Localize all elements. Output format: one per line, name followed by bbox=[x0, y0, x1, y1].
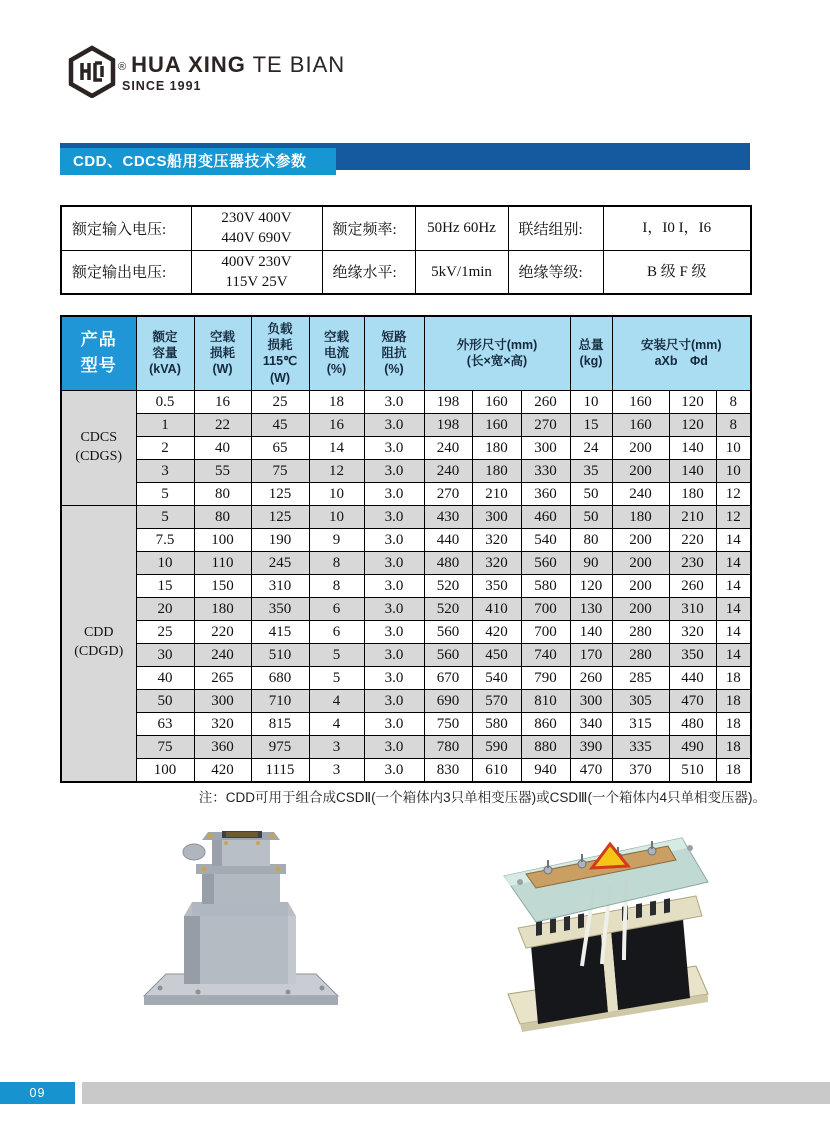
column-header: 短路 阻抗 (%) bbox=[364, 316, 424, 390]
spec-value: 50Hz 60Hz bbox=[415, 206, 508, 250]
data-cell: 320 bbox=[669, 620, 716, 643]
data-cell: 940 bbox=[521, 758, 570, 782]
data-cell: 10 bbox=[136, 551, 194, 574]
data-cell: 780 bbox=[424, 735, 472, 758]
data-cell: 540 bbox=[472, 666, 521, 689]
data-cell: 90 bbox=[570, 551, 612, 574]
data-cell: 140 bbox=[669, 459, 716, 482]
data-cell: 3.0 bbox=[364, 712, 424, 735]
data-cell: 35 bbox=[570, 459, 612, 482]
data-cell: 130 bbox=[570, 597, 612, 620]
data-cell: 12 bbox=[716, 505, 751, 528]
data-cell: 210 bbox=[669, 505, 716, 528]
data-cell: 3.0 bbox=[364, 758, 424, 782]
data-cell: 80 bbox=[194, 505, 251, 528]
data-cell: 15 bbox=[136, 574, 194, 597]
data-cell: 3 bbox=[136, 459, 194, 482]
table-row bbox=[61, 620, 751, 643]
data-cell: 22 bbox=[194, 413, 251, 436]
logo-text bbox=[118, 44, 346, 93]
data-cell: 860 bbox=[521, 712, 570, 735]
data-cell: 670 bbox=[424, 666, 472, 689]
data-cell: 9 bbox=[309, 528, 364, 551]
column-header: 空载 电流 (%) bbox=[309, 316, 364, 390]
product-photo-cdd bbox=[490, 816, 718, 1036]
data-cell: 880 bbox=[521, 735, 570, 758]
data-cell: 750 bbox=[424, 712, 472, 735]
data-cell: 480 bbox=[669, 712, 716, 735]
data-cell: 1115 bbox=[251, 758, 309, 782]
data-cell: 1 bbox=[136, 413, 194, 436]
data-cell: 80 bbox=[194, 482, 251, 505]
data-cell: 140 bbox=[570, 620, 612, 643]
section-title: CDD、CDCS船用变压器技术参数 bbox=[60, 148, 336, 175]
spec-value-line: 230V 400V bbox=[221, 210, 292, 226]
data-cell: 815 bbox=[251, 712, 309, 735]
data-cell: 470 bbox=[570, 758, 612, 782]
data-cell: 740 bbox=[521, 643, 570, 666]
footnote: 注：CDD可用于组合成CSDⅡ(一个箱体内3只单相变压器)或CSDⅢ(一个箱体内4只单相变压器)。 bbox=[198, 790, 766, 805]
data-cell: 790 bbox=[521, 666, 570, 689]
data-cell: 18 bbox=[716, 712, 751, 735]
data-cell: 180 bbox=[669, 482, 716, 505]
section-title-bar bbox=[60, 143, 750, 170]
data-cell: 160 bbox=[612, 390, 669, 413]
data-cell: 3.0 bbox=[364, 597, 424, 620]
data-cell: 75 bbox=[136, 735, 194, 758]
data-cell: 0.5 bbox=[136, 390, 194, 413]
data-cell: 18 bbox=[309, 390, 364, 413]
data-cell: 14 bbox=[309, 436, 364, 459]
table-row bbox=[61, 735, 751, 758]
data-cell: 120 bbox=[570, 574, 612, 597]
data-cell: 680 bbox=[251, 666, 309, 689]
data-cell: 200 bbox=[612, 597, 669, 620]
data-cell: 560 bbox=[521, 551, 570, 574]
data-cell: 440 bbox=[424, 528, 472, 551]
data-cell: 50 bbox=[570, 482, 612, 505]
data-cell: 170 bbox=[570, 643, 612, 666]
product-photo-cdcs bbox=[138, 826, 343, 1018]
spec-row bbox=[61, 206, 751, 250]
data-cell: 140 bbox=[669, 436, 716, 459]
data-cell: 3.0 bbox=[364, 735, 424, 758]
data-cell: 180 bbox=[194, 597, 251, 620]
data-cell: 198 bbox=[424, 413, 472, 436]
data-cell: 270 bbox=[424, 482, 472, 505]
data-cell: 180 bbox=[472, 459, 521, 482]
spec-label: 额定频率: bbox=[322, 206, 415, 250]
data-cell: 10 bbox=[309, 505, 364, 528]
data-cell: 810 bbox=[521, 689, 570, 712]
data-cell: 8 bbox=[716, 390, 751, 413]
data-cell: 245 bbox=[251, 551, 309, 574]
data-cell: 5 bbox=[136, 505, 194, 528]
data-cell: 330 bbox=[521, 459, 570, 482]
data-cell: 3.0 bbox=[364, 436, 424, 459]
data-cell: 700 bbox=[521, 620, 570, 643]
table-row bbox=[61, 643, 751, 666]
data-cell: 10 bbox=[309, 482, 364, 505]
spec-row bbox=[61, 250, 751, 294]
spec-value: I，I0 I，I6 bbox=[603, 206, 751, 250]
data-cell: 415 bbox=[251, 620, 309, 643]
data-cell: 3.0 bbox=[364, 551, 424, 574]
table-row bbox=[61, 689, 751, 712]
spec-label: 额定输入电压: bbox=[61, 206, 191, 250]
spec-label: 额定输出电压: bbox=[61, 250, 191, 294]
data-cell: 5 bbox=[136, 482, 194, 505]
data-cell: 125 bbox=[251, 505, 309, 528]
data-cell: 65 bbox=[251, 436, 309, 459]
brand-since: SINCE 1991 bbox=[122, 79, 202, 93]
data-cell: 200 bbox=[612, 528, 669, 551]
data-cell: 480 bbox=[424, 551, 472, 574]
spec-value-line: 115V 25V bbox=[225, 273, 288, 290]
data-cell: 45 bbox=[251, 413, 309, 436]
data-cell: 24 bbox=[570, 436, 612, 459]
spec-value: B 级 F 级 bbox=[603, 250, 751, 294]
data-cell: 3.0 bbox=[364, 643, 424, 666]
data-cell: 40 bbox=[136, 666, 194, 689]
data-cell: 560 bbox=[424, 620, 472, 643]
data-cell: 18 bbox=[716, 758, 751, 782]
data-cell: 8 bbox=[716, 413, 751, 436]
data-cell: 200 bbox=[612, 459, 669, 482]
data-cell: 580 bbox=[521, 574, 570, 597]
data-cell: 320 bbox=[472, 551, 521, 574]
data-cell: 360 bbox=[194, 735, 251, 758]
footer-rule bbox=[82, 1082, 830, 1104]
data-cell: 14 bbox=[716, 620, 751, 643]
data-cell: 590 bbox=[472, 735, 521, 758]
data-cell: 240 bbox=[424, 459, 472, 482]
table-row bbox=[61, 597, 751, 620]
data-cell: 220 bbox=[669, 528, 716, 551]
data-cell: 520 bbox=[424, 574, 472, 597]
data-cell: 3.0 bbox=[364, 689, 424, 712]
data-cell: 14 bbox=[716, 574, 751, 597]
table-row bbox=[61, 505, 751, 528]
data-cell: 430 bbox=[424, 505, 472, 528]
data-cell: 20 bbox=[136, 597, 194, 620]
product-model-header: 产品 型号 bbox=[61, 316, 136, 390]
table-row bbox=[61, 459, 751, 482]
data-cell: 16 bbox=[194, 390, 251, 413]
data-cell: 270 bbox=[521, 413, 570, 436]
spec-value bbox=[191, 206, 322, 250]
data-cell: 4 bbox=[309, 689, 364, 712]
data-cell: 10 bbox=[716, 436, 751, 459]
data-cell: 55 bbox=[194, 459, 251, 482]
data-cell: 410 bbox=[472, 597, 521, 620]
data-cell: 240 bbox=[194, 643, 251, 666]
data-cell: 300 bbox=[194, 689, 251, 712]
data-cell: 350 bbox=[669, 643, 716, 666]
data-cell: 3.0 bbox=[364, 574, 424, 597]
table-row bbox=[61, 712, 751, 735]
data-cell: 320 bbox=[472, 528, 521, 551]
data-cell: 260 bbox=[521, 390, 570, 413]
spec-value bbox=[191, 250, 322, 294]
data-cell: 520 bbox=[424, 597, 472, 620]
data-cell: 570 bbox=[472, 689, 521, 712]
data-cell: 8 bbox=[309, 551, 364, 574]
data-cell: 180 bbox=[612, 505, 669, 528]
data-cell: 7.5 bbox=[136, 528, 194, 551]
data-cell: 200 bbox=[612, 436, 669, 459]
spec-value-line: 400V 230V bbox=[221, 253, 292, 270]
data-cell: 230 bbox=[669, 551, 716, 574]
data-cell: 40 bbox=[194, 436, 251, 459]
spec-summary bbox=[60, 205, 752, 295]
data-cell: 180 bbox=[472, 436, 521, 459]
data-cell: 390 bbox=[570, 735, 612, 758]
data-cell: 110 bbox=[194, 551, 251, 574]
data-cell: 50 bbox=[570, 505, 612, 528]
data-cell: 360 bbox=[521, 482, 570, 505]
data-cell: 6 bbox=[309, 597, 364, 620]
data-cell: 830 bbox=[424, 758, 472, 782]
data-cell: 350 bbox=[251, 597, 309, 620]
data-cell: 260 bbox=[669, 574, 716, 597]
column-header: 空载 损耗 (W) bbox=[194, 316, 251, 390]
data-cell: 120 bbox=[669, 390, 716, 413]
logo-hexagon-icon bbox=[68, 44, 116, 98]
data-cell: 200 bbox=[612, 551, 669, 574]
table-row bbox=[61, 390, 751, 413]
data-cell: 25 bbox=[251, 390, 309, 413]
spec-value-line: 440V 690V bbox=[221, 230, 292, 247]
spec-table bbox=[60, 205, 752, 295]
data-cell: 490 bbox=[669, 735, 716, 758]
data-cell: 580 bbox=[472, 712, 521, 735]
data-cell: 14 bbox=[716, 551, 751, 574]
data-cell: 50 bbox=[136, 689, 194, 712]
data-cell: 125 bbox=[251, 482, 309, 505]
data-cell: 315 bbox=[612, 712, 669, 735]
data-cell: 320 bbox=[194, 712, 251, 735]
data-cell: 350 bbox=[472, 574, 521, 597]
data-cell: 160 bbox=[472, 390, 521, 413]
data-cell: 700 bbox=[521, 597, 570, 620]
data-cell: 3.0 bbox=[364, 482, 424, 505]
data-cell: 240 bbox=[612, 482, 669, 505]
data-cell: 10 bbox=[570, 390, 612, 413]
data-cell: 8 bbox=[309, 574, 364, 597]
column-header: 安装尺寸(mm) aXb Φd bbox=[612, 316, 751, 390]
parameters-section bbox=[60, 315, 752, 783]
data-cell: 3.0 bbox=[364, 459, 424, 482]
data-cell: 305 bbox=[612, 689, 669, 712]
data-cell: 280 bbox=[612, 643, 669, 666]
data-cell: 3.0 bbox=[364, 620, 424, 643]
table-row bbox=[61, 528, 751, 551]
data-cell: 285 bbox=[612, 666, 669, 689]
data-cell: 14 bbox=[716, 643, 751, 666]
data-cell: 335 bbox=[612, 735, 669, 758]
data-cell: 470 bbox=[669, 689, 716, 712]
data-cell: 198 bbox=[424, 390, 472, 413]
data-cell: 510 bbox=[251, 643, 309, 666]
data-cell: 340 bbox=[570, 712, 612, 735]
data-cell: 240 bbox=[424, 436, 472, 459]
page-number: 09 bbox=[0, 1082, 75, 1104]
data-cell: 300 bbox=[472, 505, 521, 528]
data-cell: 80 bbox=[570, 528, 612, 551]
data-cell: 18 bbox=[716, 689, 751, 712]
data-cell: 190 bbox=[251, 528, 309, 551]
model-cell: CDD (CDGD) bbox=[61, 505, 136, 782]
data-cell: 540 bbox=[521, 528, 570, 551]
data-cell: 440 bbox=[669, 666, 716, 689]
data-cell: 710 bbox=[251, 689, 309, 712]
data-cell: 310 bbox=[251, 574, 309, 597]
data-cell: 370 bbox=[612, 758, 669, 782]
spec-label: 绝缘等级: bbox=[508, 250, 603, 294]
data-cell: 16 bbox=[309, 413, 364, 436]
data-cell: 260 bbox=[570, 666, 612, 689]
data-cell: 15 bbox=[570, 413, 612, 436]
data-cell: 300 bbox=[521, 436, 570, 459]
main-table-body bbox=[61, 390, 751, 782]
data-cell: 18 bbox=[716, 735, 751, 758]
data-cell: 3.0 bbox=[364, 528, 424, 551]
table-row bbox=[61, 482, 751, 505]
data-cell: 14 bbox=[716, 528, 751, 551]
table-row bbox=[61, 413, 751, 436]
data-cell: 5 bbox=[309, 666, 364, 689]
data-cell: 75 bbox=[251, 459, 309, 482]
data-cell: 220 bbox=[194, 620, 251, 643]
column-header: 负载 损耗 115℃ (W) bbox=[251, 316, 309, 390]
data-cell: 460 bbox=[521, 505, 570, 528]
data-cell: 510 bbox=[669, 758, 716, 782]
data-cell: 150 bbox=[194, 574, 251, 597]
data-cell: 12 bbox=[309, 459, 364, 482]
data-cell: 450 bbox=[472, 643, 521, 666]
main-table bbox=[60, 315, 752, 783]
table-row bbox=[61, 758, 751, 782]
data-cell: 200 bbox=[612, 574, 669, 597]
data-cell: 560 bbox=[424, 643, 472, 666]
data-cell: 280 bbox=[612, 620, 669, 643]
data-cell: 100 bbox=[194, 528, 251, 551]
data-cell: 690 bbox=[424, 689, 472, 712]
data-cell: 420 bbox=[194, 758, 251, 782]
main-table-header bbox=[61, 316, 751, 390]
model-cell: CDCS (CDGS) bbox=[61, 390, 136, 505]
data-cell: 300 bbox=[570, 689, 612, 712]
data-cell: 3.0 bbox=[364, 390, 424, 413]
column-header: 外形尺寸(mm) (长×宽×高) bbox=[424, 316, 570, 390]
spec-label: 绝缘水平: bbox=[322, 250, 415, 294]
data-cell: 3 bbox=[309, 758, 364, 782]
data-cell: 975 bbox=[251, 735, 309, 758]
data-cell: 160 bbox=[612, 413, 669, 436]
column-header: 额定 容量 (kVA) bbox=[136, 316, 194, 390]
data-cell: 4 bbox=[309, 712, 364, 735]
data-cell: 63 bbox=[136, 712, 194, 735]
data-cell: 10 bbox=[716, 459, 751, 482]
company-logo bbox=[68, 44, 345, 98]
data-cell: 12 bbox=[716, 482, 751, 505]
data-cell: 100 bbox=[136, 758, 194, 782]
table-row bbox=[61, 551, 751, 574]
brand-name: ® HUA XING TE BIAN bbox=[118, 52, 346, 77]
data-cell: 3 bbox=[309, 735, 364, 758]
table-row bbox=[61, 574, 751, 597]
data-cell: 120 bbox=[669, 413, 716, 436]
data-cell: 160 bbox=[472, 413, 521, 436]
data-cell: 6 bbox=[309, 620, 364, 643]
data-cell: 265 bbox=[194, 666, 251, 689]
data-cell: 5 bbox=[309, 643, 364, 666]
spec-value: 5kV/1min bbox=[415, 250, 508, 294]
data-cell: 18 bbox=[716, 666, 751, 689]
data-cell: 3.0 bbox=[364, 666, 424, 689]
registered-mark: ® bbox=[118, 61, 128, 73]
data-cell: 420 bbox=[472, 620, 521, 643]
table-row bbox=[61, 666, 751, 689]
column-header: 总量 (kg) bbox=[570, 316, 612, 390]
data-cell: 25 bbox=[136, 620, 194, 643]
data-cell: 310 bbox=[669, 597, 716, 620]
data-cell: 3.0 bbox=[364, 505, 424, 528]
table-row bbox=[61, 436, 751, 459]
data-cell: 610 bbox=[472, 758, 521, 782]
data-cell: 14 bbox=[716, 597, 751, 620]
data-cell: 3.0 bbox=[364, 413, 424, 436]
data-cell: 30 bbox=[136, 643, 194, 666]
data-cell: 210 bbox=[472, 482, 521, 505]
data-cell: 2 bbox=[136, 436, 194, 459]
spec-label: 联结组别: bbox=[508, 206, 603, 250]
